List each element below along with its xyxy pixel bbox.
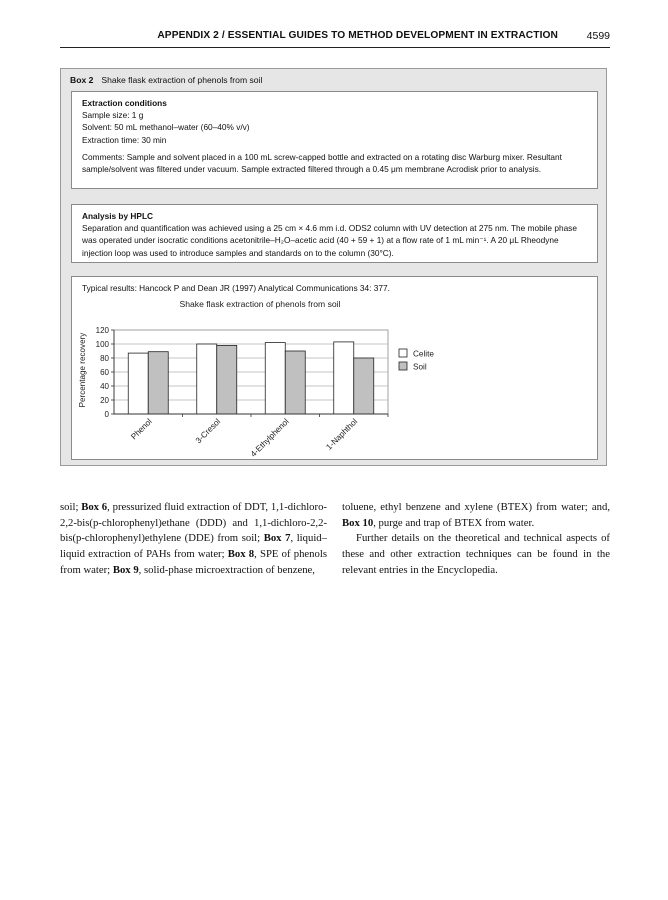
left-paragraph-run: Box 9	[112, 563, 139, 576]
bar-celite-4-ethylphenol	[265, 343, 285, 414]
bar-celite-3-cresol	[197, 344, 217, 414]
hplc-text: Separation and quantification was achieved using a 25 cm × 4.6 mm i.d. ODS2 column with UV detection at 275 nm. The mobile phase was operated under isocratic conditions acetonitrile–H₂O–acetic acid (40 + 59 + 1) at a flow rate of 1 mL min⁻¹. A 20 μL Rheodyne injection loop was used to introduce samples and standards on to the column (30°C).	[82, 223, 577, 258]
right-paragraph-run: toluene, ethyl benzene and xylene (BTEX) from water; and,	[342, 501, 610, 513]
results-panel	[71, 276, 598, 460]
left-paragraph-run: Box 8	[227, 548, 255, 561]
legend-swatch-celite	[399, 349, 407, 357]
bar-celite-1-naphthol	[334, 342, 354, 414]
chart-legend	[399, 349, 434, 372]
further-details-paragraph: Further details on the theoretical and technical aspects of these and other extraction techniques can be found in the relevant entries in the Encyclopedia.	[342, 532, 610, 576]
bar-soil-4-ethylphenol	[285, 351, 305, 414]
box-2	[60, 68, 607, 466]
y-tick-label: 0	[104, 410, 109, 419]
y-tick-label: 80	[100, 354, 109, 363]
page-number: 4599	[586, 30, 610, 42]
x-category-label: 4-Ethylphenol	[248, 417, 291, 459]
left-paragraph-run: , pressurized fluid extraction of DDT, 1,1-dichloro-2,2-bis(p-chlorophenyl)ethane (DDD) and 1,1-dichloro-2,2-bis(p-chlorophenyl)ethylene (DDE) from soil;	[60, 501, 327, 545]
left-paragraph-run: , liquid–liquid extraction of PAHs from water;	[60, 532, 327, 561]
body-column-right	[342, 500, 610, 579]
legend-label-celite: Celite	[413, 349, 434, 359]
left-paragraph-run: soil;	[60, 501, 82, 513]
y-tick-label: 60	[100, 368, 109, 377]
bar-celite-phenol	[128, 353, 148, 414]
y-axis-label: Percentage recovery	[78, 332, 87, 408]
chart-title: Shake flask extraction of phenols from soil	[179, 299, 341, 309]
left-paragraph	[60, 500, 327, 579]
left-paragraph-run: , SPE of phenols from water;	[60, 548, 327, 576]
y-tick-label: 20	[100, 396, 109, 405]
bar-soil-phenol	[148, 352, 168, 414]
left-paragraph-run: Box 7	[263, 532, 291, 545]
left-paragraph-run: , solid-phase microextraction of benzene,	[138, 563, 315, 576]
bar-soil-1-naphthol	[354, 358, 374, 414]
running-head	[60, 30, 610, 45]
legend-label-soil: Soil	[413, 362, 427, 372]
box-label: Box 2	[70, 75, 94, 85]
y-tick-label: 40	[100, 382, 109, 391]
bar-soil-3-cresol	[217, 345, 237, 414]
recovery-bar-chart	[72, 277, 597, 459]
box-title-text: Shake flask extraction of phenols from soil	[101, 75, 263, 85]
left-paragraph-run: Box 6	[81, 501, 108, 513]
right-paragraph-1	[342, 500, 610, 531]
running-head-title: APPENDIX 2 / ESSENTIAL GUIDES TO METHOD DEVELOPMENT IN EXTRACTION	[157, 30, 558, 41]
right-paragraph-run: Box 10	[342, 516, 374, 529]
extraction-time-line: Extraction time: 30 min	[82, 134, 167, 145]
hplc-heading: Analysis by HPLC	[82, 211, 154, 221]
solvent-line: Solvent: 50 mL methanol–water (60–40% v/v)	[82, 122, 250, 133]
legend-swatch-soil	[399, 362, 407, 370]
y-tick-label: 100	[95, 340, 109, 349]
box-title	[70, 75, 262, 85]
x-category-label: 3-Cresol	[193, 417, 223, 446]
y-tick-label: 120	[95, 326, 109, 335]
x-category-label: 1-Naphthol	[324, 417, 360, 452]
right-paragraph-run: , purge and trap of BTEX from water.	[373, 516, 535, 529]
header-rule	[60, 47, 610, 48]
extraction-comments: Comments: Sample and solvent placed in a 100 mL screw-capped bottle and extracted on a rotating disc Warburg mixer. Resultant sample/solvent was filtered under vacuum. Sample extracted filtered through a 0.45 μm membrane Acrodisk prior to analysis.	[82, 151, 562, 175]
hplc-panel	[71, 204, 598, 263]
results-caption: Typical results: Hancock P and Dean JR (1997) Analytical Communications 34: 377.	[82, 283, 390, 293]
extraction-heading: Extraction conditions	[82, 98, 167, 108]
sample-size-line: Sample size: 1 g	[82, 110, 144, 121]
x-category-label: Phenol	[129, 417, 154, 442]
body-column-left	[60, 500, 327, 579]
extraction-conditions-panel	[71, 91, 598, 189]
